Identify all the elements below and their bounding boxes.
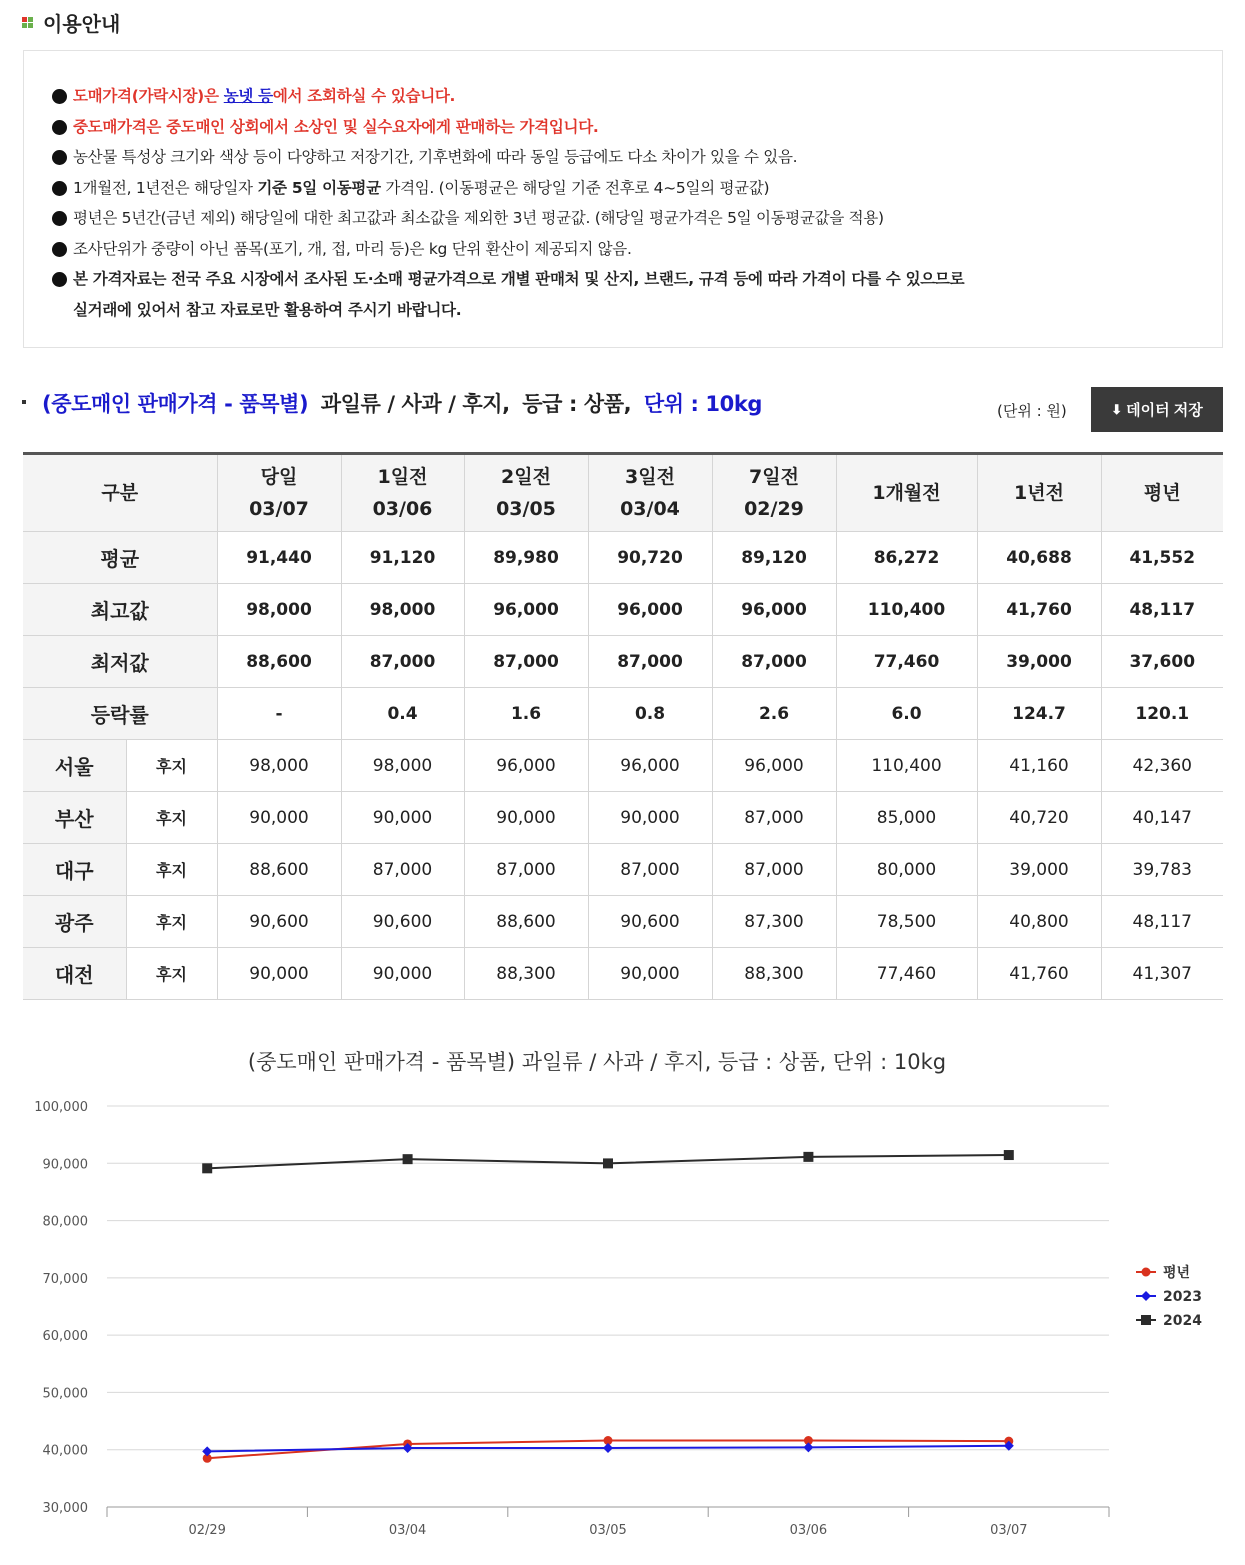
table-cell: 90,000 <box>217 948 341 1000</box>
guide-title: 이용안내 <box>43 11 121 36</box>
bullet-icon <box>52 150 67 165</box>
col-header: 7일전 02/29 <box>712 454 836 532</box>
table-cell: 39,000 <box>977 636 1101 688</box>
table-cell: 80,000 <box>836 844 977 896</box>
table-cell: 40,147 <box>1101 792 1223 844</box>
region-name: 대전 <box>23 948 126 1000</box>
x-tick-label: 03/04 <box>388 1523 427 1538</box>
data-save-button[interactable] <box>1091 387 1223 432</box>
row-label: 평균 <box>23 532 217 584</box>
table-cell: 42,360 <box>1101 740 1223 792</box>
x-tick-label: 02/29 <box>188 1523 226 1538</box>
region-name: 부산 <box>23 792 126 844</box>
table-cell: 91,120 <box>341 532 464 584</box>
table-cell: 87,300 <box>712 896 836 948</box>
legend-label: 평년 <box>1163 1265 1191 1281</box>
price-grade: 등급 : 상품, <box>522 392 632 416</box>
data-point <box>202 1446 212 1456</box>
legend-marker <box>1142 1268 1151 1277</box>
table-cell: 89,120 <box>712 532 836 584</box>
table-cell: 87,000 <box>712 636 836 688</box>
guide-line <box>52 142 1222 173</box>
guide-line <box>52 112 1222 143</box>
table-cell: 41,160 <box>977 740 1101 792</box>
table-cell: 96,000 <box>588 740 712 792</box>
table-cell: 41,760 <box>977 948 1101 1000</box>
guide-line-5: 평년은 5년간(금년 제외) 해당일에 대한 최고값과 최소값을 제외한 3년 평균값. (해당일 평균가격은 5일 이동평균값을 적용) <box>73 209 884 227</box>
table-cell: 40,800 <box>977 896 1101 948</box>
unit-note: (단위 : 원) <box>997 402 1067 420</box>
guide-line-4c: 가격임. (이동평균은 해당일 기준 전후로 4~5일의 평균값) <box>380 178 770 197</box>
guide-line-7a: 본 가격자료는 전국 주요 시장에서 조사된 도·소매 평균가격으로 개별 판매처 및 산지, 브랜드, 규격 등에 따라 가격이 다를 수 있으므로 <box>73 270 965 288</box>
table-cell: 40,720 <box>977 792 1101 844</box>
table-cell: 86,272 <box>836 532 977 584</box>
nongnet-link[interactable]: 농넷 등 <box>223 87 273 105</box>
table-cell: 90,600 <box>588 896 712 948</box>
guide-line <box>52 203 1222 234</box>
table-header-row <box>23 454 1223 532</box>
table-cell: 88,600 <box>217 636 341 688</box>
table-cell: 90,000 <box>588 948 712 1000</box>
bullet-icon <box>52 242 67 257</box>
region-row <box>23 792 1223 844</box>
download-icon: ⬇ <box>1111 401 1123 417</box>
guide-line-1a: 도매가격(가락시장)은 <box>73 87 224 105</box>
col-header: 1년전 <box>977 454 1101 532</box>
price-item: 과일류 / 사과 / 후지, <box>320 392 510 416</box>
summary-row <box>23 584 1223 636</box>
col-header: 1일전 03/06 <box>341 454 464 532</box>
table-cell: 6.0 <box>836 688 977 740</box>
bullet-icon <box>52 120 67 135</box>
legend-label: 2023 <box>1163 1289 1202 1305</box>
guide-line <box>52 173 1222 204</box>
region-name: 광주 <box>23 896 126 948</box>
legend-marker <box>1141 1315 1151 1325</box>
table-cell: 89,980 <box>464 532 588 584</box>
table-cell: 85,000 <box>836 792 977 844</box>
y-tick-label: 30,000 <box>42 1501 88 1516</box>
row-label: 등락률 <box>23 688 217 740</box>
table-cell: 90,720 <box>588 532 712 584</box>
table-cell: 90,000 <box>217 792 341 844</box>
col-header: 2일전 03/05 <box>464 454 588 532</box>
table-cell: 87,000 <box>712 792 836 844</box>
table-cell: 90,000 <box>464 792 588 844</box>
price-chart <box>0 1035 1245 1565</box>
title-bullet-icon <box>22 400 26 404</box>
x-tick-label: 03/05 <box>589 1523 627 1538</box>
table-cell: 98,000 <box>217 584 341 636</box>
region-row <box>23 896 1223 948</box>
legend-marker <box>1141 1291 1151 1301</box>
variety-name: 후지 <box>126 844 217 896</box>
x-tick-label: 03/07 <box>990 1523 1028 1538</box>
table-cell: 90,000 <box>341 948 464 1000</box>
chart-title: (중도매인 판매가격 - 품목별) 과일류 / 사과 / 후지, 등급 : 상품, 단위 : 10kg <box>247 1050 947 1074</box>
table-cell: 88,600 <box>464 896 588 948</box>
table-cell: 96,000 <box>712 584 836 636</box>
table-cell: 0.8 <box>588 688 712 740</box>
col-header: 당일 03/07 <box>217 454 341 532</box>
guide-line <box>52 81 1222 112</box>
variety-name: 후지 <box>126 896 217 948</box>
table-cell: 110,400 <box>836 740 977 792</box>
guide-line-2: 중도매가격은 중도매인 상회에서 소상인 및 실수요자에게 판매하는 가격입니다. <box>73 117 599 136</box>
table-cell: 88,300 <box>712 948 836 1000</box>
data-save-label: 데이터 저장 <box>1126 402 1203 419</box>
variety-name: 후지 <box>126 740 217 792</box>
table-cell: 40,688 <box>977 532 1101 584</box>
bullet-icon <box>52 89 67 104</box>
y-tick-label: 70,000 <box>42 1271 88 1287</box>
table-cell: 41,760 <box>977 584 1101 636</box>
col-header: 3일전 03/04 <box>588 454 712 532</box>
table-cell: 87,000 <box>588 844 712 896</box>
region-row <box>23 844 1223 896</box>
y-tick-label: 100,000 <box>34 1100 88 1115</box>
grid-bullet-icon <box>22 17 33 28</box>
table-cell: 77,460 <box>836 948 977 1000</box>
table-cell: 87,000 <box>341 636 464 688</box>
summary-row <box>23 636 1223 688</box>
table-cell: 39,783 <box>1101 844 1223 896</box>
data-point <box>603 1443 613 1453</box>
table-cell: - <box>217 688 341 740</box>
table-cell: 90,600 <box>341 896 464 948</box>
y-tick-label: 60,000 <box>42 1329 88 1345</box>
table-cell: 87,000 <box>341 844 464 896</box>
table-cell: 88,600 <box>217 844 341 896</box>
row-label: 최고값 <box>23 584 217 636</box>
y-tick-label: 50,000 <box>42 1386 88 1402</box>
data-point <box>603 1158 613 1168</box>
price-title <box>42 388 762 418</box>
table-cell: 48,117 <box>1101 896 1223 948</box>
table-cell: 41,307 <box>1101 948 1223 1000</box>
y-tick-label: 90,000 <box>42 1157 88 1173</box>
table-cell: 110,400 <box>836 584 977 636</box>
table-cell: 48,117 <box>1101 584 1223 636</box>
guide-line-7b: 실거래에 있어서 참고 자료로만 활용하여 주시기 바랍니다. <box>73 300 462 319</box>
table-cell: 87,000 <box>712 844 836 896</box>
data-point <box>803 1442 813 1452</box>
region-row <box>23 740 1223 792</box>
table-cell: 2.6 <box>712 688 836 740</box>
table-cell: 91,440 <box>217 532 341 584</box>
data-point <box>403 1154 413 1164</box>
table-cell: 1.6 <box>464 688 588 740</box>
guide-line-3: 농산물 특성상 크기와 색상 등이 다양하고 저장기간, 기후변화에 따라 동일 등급에도 다소 차이가 있을 수 있음. <box>73 148 798 166</box>
table-cell: 41,552 <box>1101 532 1223 584</box>
table-cell: 98,000 <box>341 740 464 792</box>
guide-line <box>52 234 1222 265</box>
data-point <box>1004 1150 1014 1160</box>
table-cell: 37,600 <box>1101 636 1223 688</box>
price-table <box>23 452 1223 1000</box>
table-cell: 96,000 <box>464 740 588 792</box>
table-cell: 87,000 <box>588 636 712 688</box>
table-cell: 90,000 <box>588 792 712 844</box>
table-cell: 96,000 <box>712 740 836 792</box>
table-cell: 88,300 <box>464 948 588 1000</box>
guide-box <box>23 50 1223 348</box>
table-cell: 39,000 <box>977 844 1101 896</box>
table-cell: 0.4 <box>341 688 464 740</box>
guide-line <box>52 264 1222 295</box>
price-unit: 단위 : 10kg <box>643 392 763 416</box>
guide-line-4a: 1개월전, 1년전은 해당일자 <box>73 178 258 197</box>
table-cell: 96,000 <box>588 584 712 636</box>
guide-header <box>22 8 120 36</box>
summary-row <box>23 532 1223 584</box>
y-tick-label: 80,000 <box>42 1214 88 1230</box>
legend-label: 2024 <box>1163 1313 1202 1329</box>
chart-svg <box>0 1035 1245 1565</box>
guide-line-4b: 기준 5일 이동평균 <box>257 178 381 197</box>
variety-name: 후지 <box>126 948 217 1000</box>
row-label: 최저값 <box>23 636 217 688</box>
table-cell: 90,600 <box>217 896 341 948</box>
table-cell: 98,000 <box>217 740 341 792</box>
table-cell: 120.1 <box>1101 688 1223 740</box>
price-category: (중도매인 판매가격 - 품목별) <box>42 392 309 416</box>
data-point <box>202 1163 212 1173</box>
region-name: 대구 <box>23 844 126 896</box>
price-title-bar <box>22 386 1223 432</box>
region-name: 서울 <box>23 740 126 792</box>
bullet-icon <box>52 181 67 196</box>
table-cell: 90,000 <box>341 792 464 844</box>
guide-line-1b: 에서 조회하실 수 있습니다. <box>272 87 456 105</box>
bullet-icon <box>52 272 67 287</box>
col-header: 1개월전 <box>836 454 977 532</box>
bullet-icon <box>52 211 67 226</box>
table-cell: 77,460 <box>836 636 977 688</box>
col-header: 평년 <box>1101 454 1223 532</box>
table-cell: 87,000 <box>464 844 588 896</box>
table-cell: 124.7 <box>977 688 1101 740</box>
y-tick-label: 40,000 <box>42 1443 88 1459</box>
col-label: 구분 <box>23 454 217 532</box>
guide-line-6: 조사단위가 중량이 아닌 품목(포기, 개, 접, 마리 등)은 kg 단위 환산이 제공되지 않음. <box>73 239 632 258</box>
table-cell: 96,000 <box>464 584 588 636</box>
x-tick-label: 03/06 <box>789 1523 828 1538</box>
data-point <box>803 1152 813 1162</box>
table-cell: 87,000 <box>464 636 588 688</box>
variety-name: 후지 <box>126 792 217 844</box>
guide-line <box>52 295 1222 326</box>
region-row <box>23 948 1223 1000</box>
summary-row <box>23 688 1223 740</box>
table-cell: 78,500 <box>836 896 977 948</box>
table-cell: 98,000 <box>341 584 464 636</box>
